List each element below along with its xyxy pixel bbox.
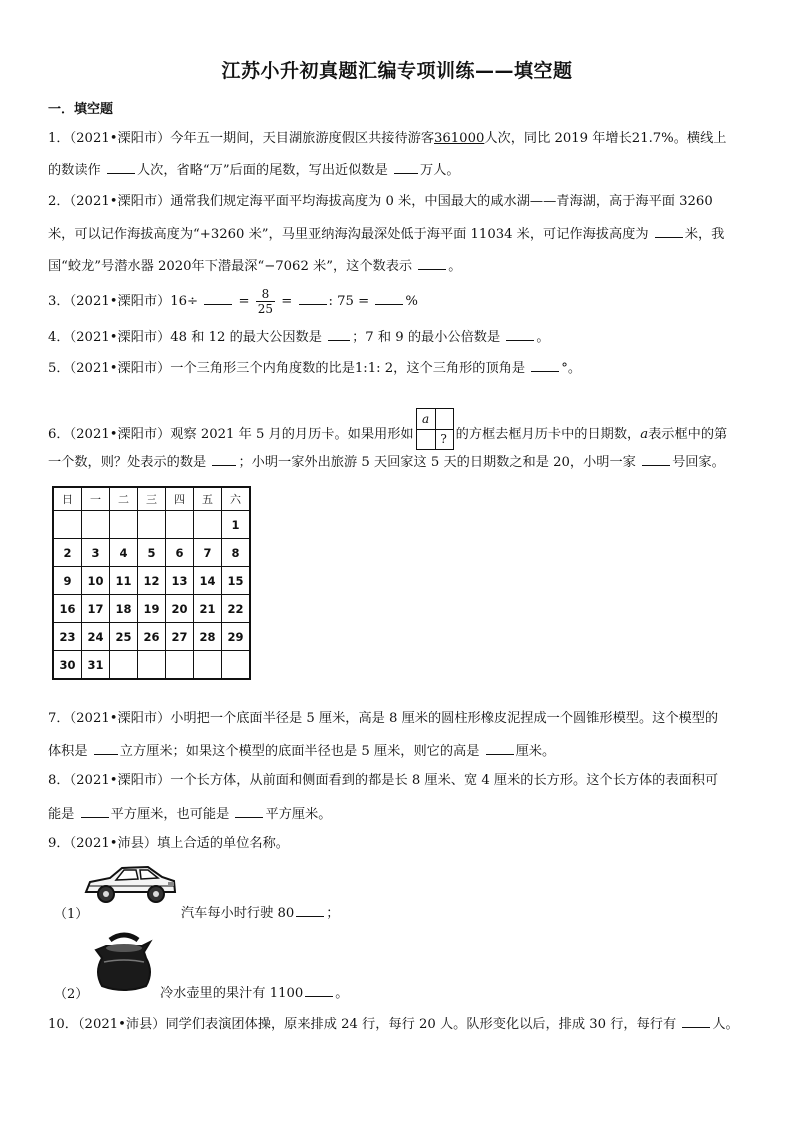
page-title: 江苏小升初真题汇编专项训练——填空题 bbox=[221, 60, 573, 82]
calendar-header: 三 bbox=[138, 487, 166, 511]
calendar-cell bbox=[194, 651, 222, 680]
car-icon bbox=[80, 860, 180, 910]
q9-part-2-label: （2） bbox=[54, 987, 89, 1002]
calendar-header: 五 bbox=[194, 487, 222, 511]
q7-text-a: 7．（2021•溧阳市）小明把一个底面半径是 5 厘米，高是 8 厘米的圆柱形橡皮泥捏成一个圆锥形模型。这个模型的 bbox=[48, 711, 719, 726]
calendar-cell: 23 bbox=[53, 623, 82, 651]
q1-number: 361000 bbox=[434, 131, 485, 146]
q9-text-a: 9．（2021•沛县）填上合适的单位名称。 bbox=[48, 836, 289, 851]
calendar-row bbox=[53, 567, 250, 595]
q1-text-d: 人次，省略“万”后面的尾数，写出近似数是 bbox=[136, 163, 388, 178]
q9-p2-text: 冷水壶里的果汁有 1100 bbox=[160, 986, 304, 1001]
calendar-header-row bbox=[53, 487, 250, 511]
q6-blank-1[interactable] bbox=[212, 452, 236, 466]
calendar-cell bbox=[166, 651, 194, 680]
section-heading: 一．填空题 bbox=[48, 102, 114, 117]
q4-text-a: 4．（2021•溧阳市）48 和 12 的最大公因数是 bbox=[48, 330, 322, 345]
q1-text-e: 万人。 bbox=[420, 163, 460, 178]
q2-blank-1[interactable] bbox=[655, 224, 683, 238]
q8-text-a: 8．（2021•溧阳市）一个长方体，从前面和侧面看到的都是长 8 厘米、宽 4 厘米的长方形。这个长方体的表面积可 bbox=[48, 773, 719, 788]
q6-text-d: 一个数，则？处表示的数是 bbox=[48, 455, 207, 470]
q2-text-b: 米，可以记作海拔高度为“+3260 米”，马里亚纳海沟最深处低于海平面 11034 米，可记作海拔高度为 bbox=[48, 227, 649, 242]
q3-fraction-denominator: 25 bbox=[257, 302, 274, 316]
calendar-cell: 20 bbox=[166, 595, 194, 623]
calendar-cell: 12 bbox=[138, 567, 166, 595]
question-6-line-2 bbox=[48, 452, 725, 472]
question-5 bbox=[48, 358, 581, 378]
calendar-cell bbox=[110, 511, 138, 539]
calendar-cell: 11 bbox=[110, 567, 138, 595]
calendar-header: 一 bbox=[82, 487, 110, 511]
calendar-cell: 9 bbox=[53, 567, 82, 595]
calendar-cell: 13 bbox=[166, 567, 194, 595]
q6-text-f: 号回家。 bbox=[672, 455, 725, 470]
q4-blank-2[interactable] bbox=[506, 327, 534, 341]
q3-colon: : 75 = bbox=[328, 294, 370, 309]
question-9-line-1 bbox=[48, 835, 289, 853]
q7-text-c: 立方厘米；如果这个模型的底面半径也是 5 厘米，则它的高是 bbox=[119, 744, 480, 759]
calendar-cell: 30 bbox=[53, 651, 82, 680]
q6-frame-cell-empty bbox=[435, 408, 454, 430]
calendar-cell: 7 bbox=[194, 539, 222, 567]
q10-blank-1[interactable] bbox=[682, 1014, 710, 1028]
q3-percent: % bbox=[405, 294, 418, 309]
q1-text-c: 的数读作 bbox=[48, 163, 101, 178]
q3-fraction-numerator: 8 bbox=[256, 287, 275, 302]
q9-p2-end: 。 bbox=[335, 986, 349, 1001]
calendar-row bbox=[53, 595, 250, 623]
q8-text-c: 平方厘米，也可能是 bbox=[110, 807, 230, 822]
calendar-header: 四 bbox=[166, 487, 194, 511]
calendar-cell: 15 bbox=[222, 567, 251, 595]
question-2-line-2 bbox=[48, 224, 724, 244]
kettle-icon bbox=[92, 928, 156, 994]
calendar-cell bbox=[138, 511, 166, 539]
calendar-cell: 28 bbox=[194, 623, 222, 651]
q7-blank-1[interactable] bbox=[94, 741, 118, 755]
q1-text-b: 人次，同比 2019 年增长21.7%。横线上 bbox=[484, 131, 727, 146]
calendar-cell: 6 bbox=[166, 539, 194, 567]
q1-blank-2[interactable] bbox=[394, 160, 418, 174]
q1-blank-1[interactable] bbox=[107, 160, 135, 174]
calendar-table bbox=[52, 486, 251, 680]
question-4 bbox=[48, 327, 550, 347]
calendar-cell bbox=[222, 651, 251, 680]
q2-text-a: 2．（2021•溧阳市）通常我们规定海平面平均海拔高度为 0 米，中国最大的咸水湖——青海湖，高于海平面 3260 bbox=[48, 194, 713, 209]
calendar-cell bbox=[138, 651, 166, 680]
q9-blank-2[interactable] bbox=[305, 983, 333, 997]
q9-part-1-label: （1） bbox=[54, 907, 89, 922]
question-6-line-1 bbox=[48, 408, 727, 457]
question-10 bbox=[48, 1014, 739, 1034]
calendar-cell: 5 bbox=[138, 539, 166, 567]
q9-blank-1[interactable] bbox=[296, 903, 324, 917]
calendar-row bbox=[53, 623, 250, 651]
q4-blank-1[interactable] bbox=[328, 327, 350, 341]
q2-text-c: 米，我 bbox=[684, 227, 725, 242]
q8-blank-2[interactable] bbox=[235, 804, 263, 818]
calendar-cell: 16 bbox=[53, 595, 82, 623]
calendar-cell bbox=[53, 511, 82, 539]
q3-eq-2: = bbox=[281, 294, 293, 309]
q9-p1-end: ； bbox=[326, 906, 340, 921]
q3-fraction bbox=[256, 287, 275, 316]
q6-var-a: a bbox=[640, 427, 649, 442]
q10-text-b: 人。 bbox=[712, 1017, 739, 1032]
q7-text-b: 体积是 bbox=[48, 744, 88, 759]
q9-part-1 bbox=[181, 903, 339, 923]
q6-text-e: ；小明一家外出旅游 5 天回家这 5 天的日期数之和是 20，小明一家 bbox=[238, 455, 636, 470]
q4-text-c: 。 bbox=[536, 330, 550, 345]
q8-blank-1[interactable] bbox=[81, 804, 109, 818]
question-7-line-2 bbox=[48, 741, 555, 761]
q9-part-2 bbox=[160, 983, 348, 1003]
question-7-line-1 bbox=[48, 710, 718, 728]
calendar-cell: 26 bbox=[138, 623, 166, 651]
calendar-header: 二 bbox=[110, 487, 138, 511]
q6-text-a: 6．（2021•溧阳市）观察 2021 年 5 月的月历卡。如果用形如 bbox=[48, 427, 414, 442]
q1-text-a: 1．（2021•溧阳市）今年五一期间，天目湖旅游度假区共接待游客 bbox=[48, 131, 435, 146]
q2-text-e: 。 bbox=[448, 259, 462, 274]
q9-p1-text: 汽车每小时行驶 80 bbox=[181, 906, 295, 921]
calendar-cell bbox=[110, 651, 138, 680]
calendar-cell: 10 bbox=[82, 567, 110, 595]
calendar-row bbox=[53, 539, 250, 567]
q5-blank-1[interactable] bbox=[531, 358, 559, 372]
q3-eq-1: = bbox=[238, 294, 250, 309]
q2-text-d: 国“蛟龙”号潜水器 2020年下潜最深“−7062 米”，这个数表示 bbox=[48, 259, 413, 274]
calendar-cell: 17 bbox=[82, 595, 110, 623]
q8-text-b: 能是 bbox=[48, 807, 75, 822]
calendar-cell: 14 bbox=[194, 567, 222, 595]
calendar-cell bbox=[166, 511, 194, 539]
q6-frame-shape bbox=[416, 408, 454, 450]
calendar-cell bbox=[194, 511, 222, 539]
calendar-cell: 27 bbox=[166, 623, 194, 651]
q6-text-c: 表示框中的第 bbox=[648, 427, 728, 442]
question-2-line-1 bbox=[48, 193, 713, 211]
calendar-header: 日 bbox=[53, 487, 82, 511]
calendar-cell: 25 bbox=[110, 623, 138, 651]
calendar-cell: 24 bbox=[82, 623, 110, 651]
q6-frame-cell-empty-2 bbox=[416, 429, 436, 450]
calendar-cell: 18 bbox=[110, 595, 138, 623]
calendar-cell: 19 bbox=[138, 595, 166, 623]
calendar-cell: 21 bbox=[194, 595, 222, 623]
q2-blank-2[interactable] bbox=[418, 256, 446, 270]
calendar-cell: 22 bbox=[222, 595, 251, 623]
q6-text-b: 的方框去框月历卡中的日期数， bbox=[455, 427, 641, 442]
q10-text-a: 10．（2021•沛县）同学们表演团体操，原来排成 24 行，每行 20 人。队形变化以后，排成 30 行，每行有 bbox=[48, 1017, 677, 1032]
calendar-cell bbox=[82, 511, 110, 539]
q6-frame-cell-a: a bbox=[416, 408, 436, 430]
calendar-cell: 29 bbox=[222, 623, 251, 651]
question-8-line-1 bbox=[48, 772, 718, 790]
q6-blank-2[interactable] bbox=[642, 452, 670, 466]
q4-text-b: ；7 和 9 的最小公倍数是 bbox=[352, 330, 501, 345]
calendar-header: 六 bbox=[222, 487, 251, 511]
calendar-cell: 31 bbox=[82, 651, 110, 680]
question-1-line-2 bbox=[48, 160, 460, 180]
calendar-row bbox=[53, 511, 250, 539]
q3-blank-1[interactable] bbox=[204, 291, 232, 305]
question-8-line-2 bbox=[48, 804, 331, 824]
question-1-line-1 bbox=[48, 130, 726, 148]
calendar-cell: 8 bbox=[222, 539, 251, 567]
q7-blank-2[interactable] bbox=[486, 741, 514, 755]
q3-blank-2[interactable] bbox=[299, 291, 327, 305]
question-2-line-3 bbox=[48, 256, 461, 276]
q3-text-a: 3．（2021•溧阳市）16÷ bbox=[48, 294, 199, 309]
q5-text-a: 5．（2021•溧阳市）一个三角形三个内角度数的比是1:1: 2，这个三角形的顶角是 bbox=[48, 361, 526, 376]
q8-text-d: 平方厘米。 bbox=[265, 807, 332, 822]
calendar-cell: 4 bbox=[110, 539, 138, 567]
q6-frame-cell-q: ? bbox=[435, 429, 454, 450]
q5-text-b: °。 bbox=[561, 361, 581, 376]
q3-blank-3[interactable] bbox=[375, 291, 403, 305]
q7-text-d: 厘米。 bbox=[515, 744, 556, 759]
calendar-cell: 2 bbox=[53, 539, 82, 567]
calendar-cell: 3 bbox=[82, 539, 110, 567]
calendar-row bbox=[53, 651, 250, 680]
question-3 bbox=[48, 286, 418, 318]
calendar-cell: 1 bbox=[222, 511, 251, 539]
